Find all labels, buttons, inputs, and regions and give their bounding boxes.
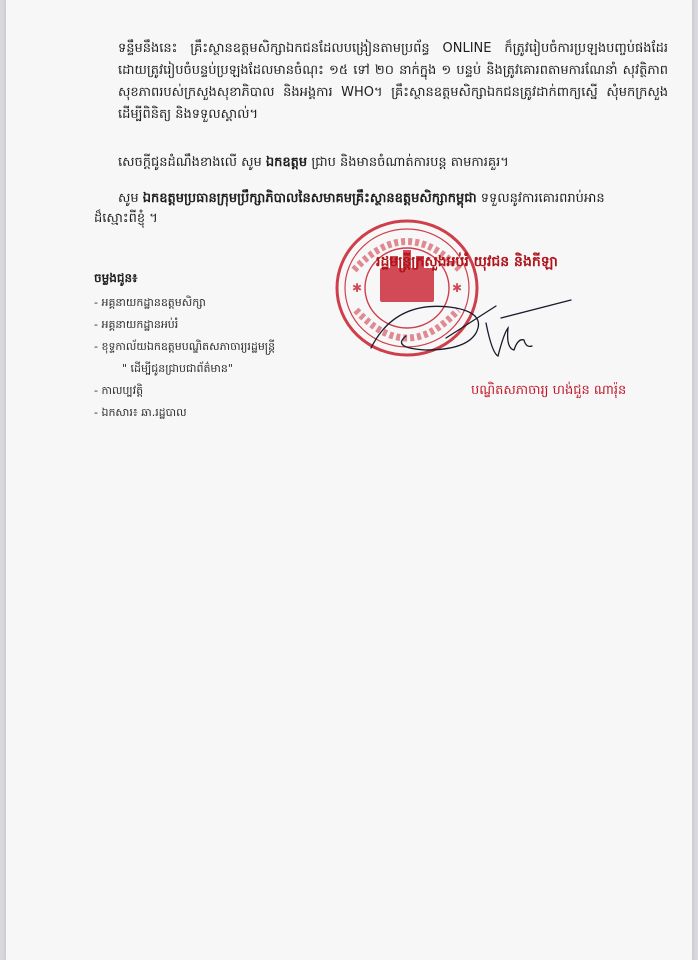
cc-item: - កាលប្បវត្តិ xyxy=(94,384,144,397)
paragraph-notice xyxy=(118,152,668,174)
cc-item: - អគ្គនាយកដ្ឋានឧត្តមសិក្សា xyxy=(94,296,206,309)
paragraph-notice-suffix: ជ្រាប និងមានចំណាត់ការបន្ត តាមការគួរ។ xyxy=(307,155,509,170)
cc-item: - ឯកសារ៖ ឆា.រដ្ឋបាល xyxy=(94,406,187,419)
signature-icon xyxy=(366,278,586,378)
signatory-title: រដ្ឋមន្ត្រីក្រសួងអប់រំ យុវជន និងកីឡា xyxy=(376,254,558,270)
cc-item-note: " ដើម្បីជូនជ្រាបជាព័ត៌មាន" xyxy=(122,362,233,375)
cc-list xyxy=(94,292,275,424)
signatory-name: បណ្ឌិតសភាចារ្យ ហង់ជួន ណារ៉ុន xyxy=(471,383,627,398)
paragraph-notice-prefix: សេចក្តីជូនដំណឹងខាងលើ សូម xyxy=(118,155,266,170)
cc-item: - ខុទ្ទកាល័យឯកឧត្តមបណ្ឌិតសភាចារ្យរដ្ឋមន្ត្រី xyxy=(94,340,276,353)
paragraph-closing-prefix: សូម xyxy=(118,191,143,206)
cc-title: ចម្លងជូន៖ xyxy=(94,271,138,285)
paragraph-closing-bold: ឯកឧត្តមប្រធានក្រុមប្រឹក្សាភិបាលនៃសមាគមគ្រឹះស្ថានឧត្តមសិក្សាកម្ពុជា xyxy=(142,191,477,206)
paragraph-body: ទន្ទឹមនឹងនេះ គ្រឹះស្ថានឧត្តមសិក្សាឯកជនដែលបង្រៀនតាមប្រព័ន្ធ ONLINE ក៏ត្រូវរៀបចំការប្រឡងបញ្ចប់ផងដែរ ដោយត្រូវរៀបចំបន្ទប់ប្រឡងដែលមានចំណុះ ១៥ ទៅ ២០ នាក់ក្នុង ១ បន្ទប់ និងត្រូវគោរពតាមការណែនាំ សុវត្ថិភាពសុខភាពរបស់ក្រសួងសុខាភិបាល និងអង្គការ WHO។ គ្រឹះស្ថានឧត្តមសិក្សាឯកជនត្រូវដាក់ពាក្យស្នើ សុំមកក្រសួង ដើម្បីពិនិត្យ និងទទួលស្គាល់។ xyxy=(118,41,668,122)
svg-text:✱: ✱ xyxy=(452,281,463,295)
svg-text:✱: ✱ xyxy=(352,281,363,295)
document-page xyxy=(6,0,692,960)
paragraph-notice-bold: ឯកឧត្តម xyxy=(265,155,308,170)
paragraph-closing-suffix: ទទួលនូវការគោរពរាប់អាន xyxy=(476,191,605,206)
cc-item: - អគ្គនាយកដ្ឋានអប់រំ xyxy=(94,318,179,331)
paragraph-closing xyxy=(118,188,668,210)
paragraph-closing-end: ដ៏ស្មោះពីខ្ញុំ ។ xyxy=(94,211,158,226)
